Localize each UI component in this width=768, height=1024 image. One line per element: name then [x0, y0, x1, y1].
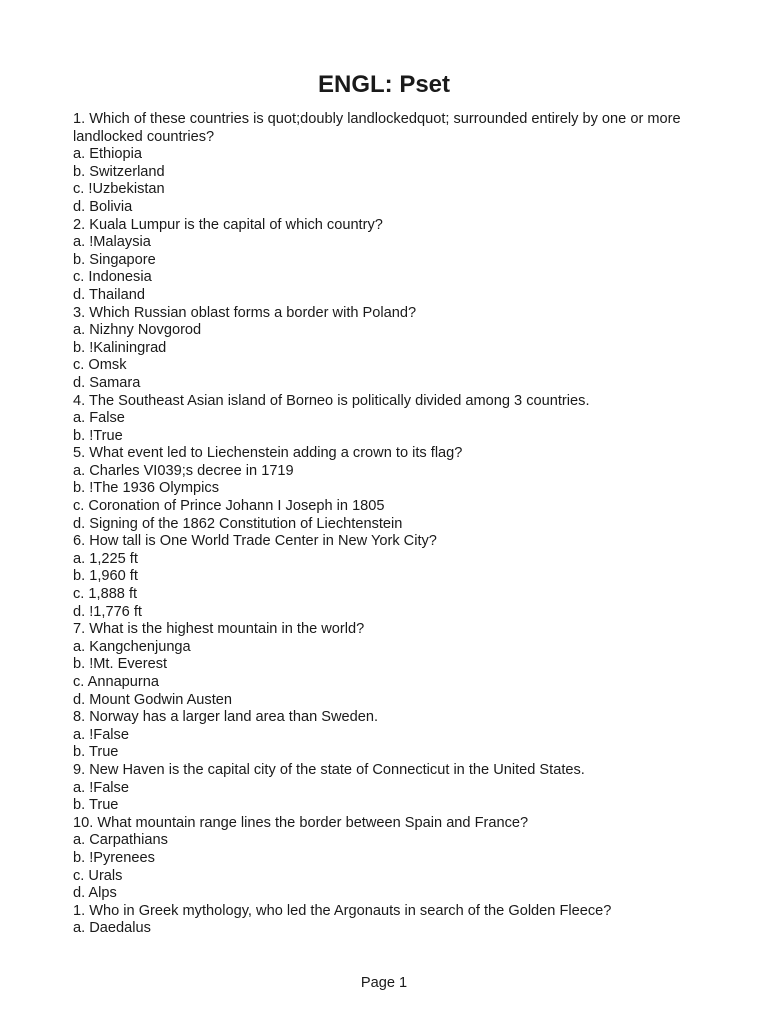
question-9-option-a: a. !False [73, 779, 129, 796]
question-4: 4. The Southeast Asian island of Borneo is politically divided among 3 countries. [73, 392, 590, 409]
question-10-option-d: d. Alps [73, 885, 117, 902]
question-6-option-c: c. 1,888 ft [73, 586, 138, 603]
question-6: 6. How tall is One World Trade Center in New York City? [73, 533, 437, 550]
question-6-option-a: a. 1,225 ft [73, 550, 138, 567]
question-4-option-a: a. False [73, 410, 125, 427]
question-7-option-a: a. Kangchenjunga [73, 638, 191, 655]
question-2: 2. Kuala Lumpur is the capital of which country? [73, 216, 383, 233]
question-7-option-d: d. Mount Godwin Austen [73, 691, 233, 708]
question-1-option-b: b. Switzerland [73, 163, 165, 180]
question-8-option-a: a. !False [73, 726, 129, 743]
question-3: 3. Which Russian oblast forms a border with Poland? [73, 304, 417, 321]
question-10-option-a: a. Carpathians [73, 832, 168, 849]
question-2-option-a: a. !Malaysia [73, 234, 151, 251]
question-6-option-b: b. 1,960 ft [73, 568, 138, 585]
question-8: 8. Norway has a larger land area than Sweden. [73, 709, 379, 726]
question-11: 1. Who in Greek mythology, who led the Argonauts in search of the Golden Fleece? [73, 902, 612, 919]
question-1-option-d: d. Bolivia [73, 198, 133, 215]
question-3-option-d: d. Samara [73, 374, 141, 391]
question-5-option-d: d. Signing of the 1862 Constitution of Liechtenstein [73, 515, 403, 532]
question-1-option-a: a. Ethiopia [73, 146, 142, 163]
question-7: 7. What is the highest mountain in the world? [73, 621, 365, 638]
question-10: 10. What mountain range lines the border between Spain and France? [73, 814, 529, 831]
question-5: 5. What event led to Liechenstein adding a crown to its flag? [73, 445, 463, 462]
question-2-option-b: b. Singapore [73, 251, 156, 268]
question-3-option-a: a. Nizhny Novgorod [73, 322, 202, 339]
question-5-option-b: b. !The 1936 Olympics [73, 480, 220, 497]
question-3-option-c: c. Omsk [73, 357, 127, 374]
question-1-option-c: c. !Uzbekistan [73, 181, 165, 198]
question-list [73, 111, 693, 938]
question-8-option-b: b. True [73, 744, 119, 761]
question-9: 9. New Haven is the capital city of the state of Connecticut in the United States. [73, 761, 585, 778]
page-title: ENGL: Pset [317, 71, 451, 98]
question-11-option-a: a. Daedalus [73, 920, 151, 937]
question-6-option-d: d. !1,776 ft [73, 603, 142, 620]
page-number: Page 1 [360, 975, 408, 991]
question-1: 1. Which of these countries is quot;doubly landlockedquot; surrounded entirely by one or more landlocked countries? [73, 111, 685, 145]
question-10-option-c: c. Urals [73, 867, 123, 884]
question-5-option-a: a. Charles VI039;s decree in 1719 [73, 462, 294, 479]
question-2-option-c: c. Indonesia [73, 269, 152, 286]
question-7-option-b: b. !Mt. Everest [73, 656, 168, 673]
question-2-option-d: d. Thailand [73, 286, 145, 303]
question-3-option-b: b. !Kaliningrad [73, 339, 167, 356]
question-5-option-c: c. Coronation of Prince Johann I Joseph in 1805 [73, 498, 385, 515]
question-4-option-b: b. !True [73, 427, 123, 444]
question-9-option-b: b. True [73, 797, 119, 814]
question-10-option-b: b. !Pyrenees [73, 849, 155, 866]
question-7-option-c: c. Annapurna [73, 674, 160, 690]
